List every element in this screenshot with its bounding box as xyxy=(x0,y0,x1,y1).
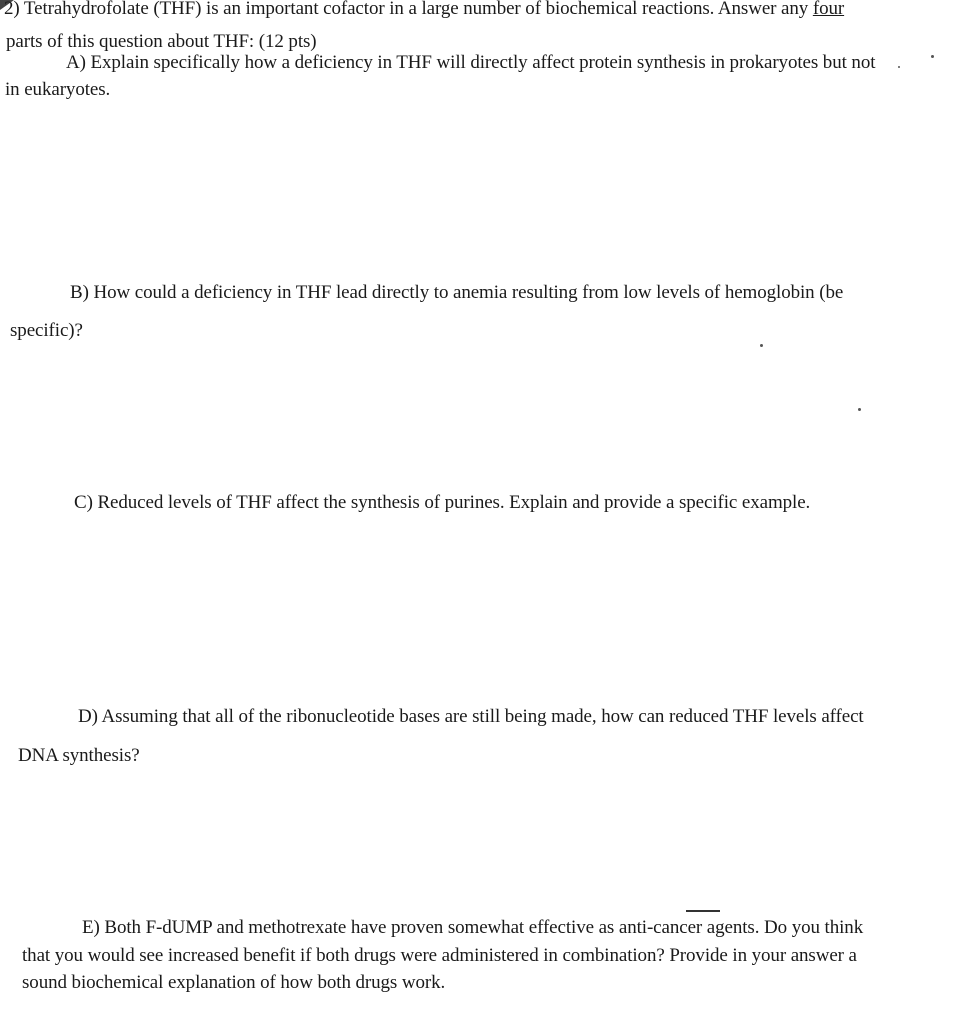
intro-emphasis: four xyxy=(812,0,845,19)
part-e-line-3: sound biochemical explanation of how both drugs work. xyxy=(22,972,446,993)
scan-speck xyxy=(760,344,763,347)
part-a-line-1: A) Explain specifically how a deficiency in THF will directly affect protein synthesis in prokaryotes but not xyxy=(66,52,876,73)
scan-speck xyxy=(931,55,934,58)
scan-speck xyxy=(898,66,900,68)
part-a-line-2: in eukaryotes. xyxy=(5,79,111,100)
part-e-line-2: that you would see increased benefit if both drugs were administered in combination? Provide in your answer a xyxy=(22,945,857,966)
scan-speck xyxy=(858,408,861,411)
part-d-line-1: D) Assuming that all of the ribonucleotide bases are still being made, how can reduced THF levels affect xyxy=(78,706,864,727)
intro-line-2: parts of this question about THF: (12 pts) xyxy=(6,31,317,52)
intro-text: 2) Tetrahydrofolate (THF) is an important cofactor in a large number of biochemical reactions. Answer any xyxy=(4,0,813,19)
intro-line-1 xyxy=(4,0,892,20)
part-d-line-2: DNA synthesis? xyxy=(18,745,140,766)
part-c-line-1: C) Reduced levels of THF affect the synthesis of purines. Explain and provide a specific example. xyxy=(74,492,811,513)
part-b-line-1: B) How could a deficiency in THF lead directly to anemia resulting from low levels of hemoglobin (be xyxy=(70,282,844,303)
part-b-line-2: specific)? xyxy=(10,320,83,341)
pen-mark xyxy=(686,910,720,912)
part-e-line-1: E) Both F-dUMP and methotrexate have proven somewhat effective as anti-cancer agents. Do you think xyxy=(82,917,864,938)
